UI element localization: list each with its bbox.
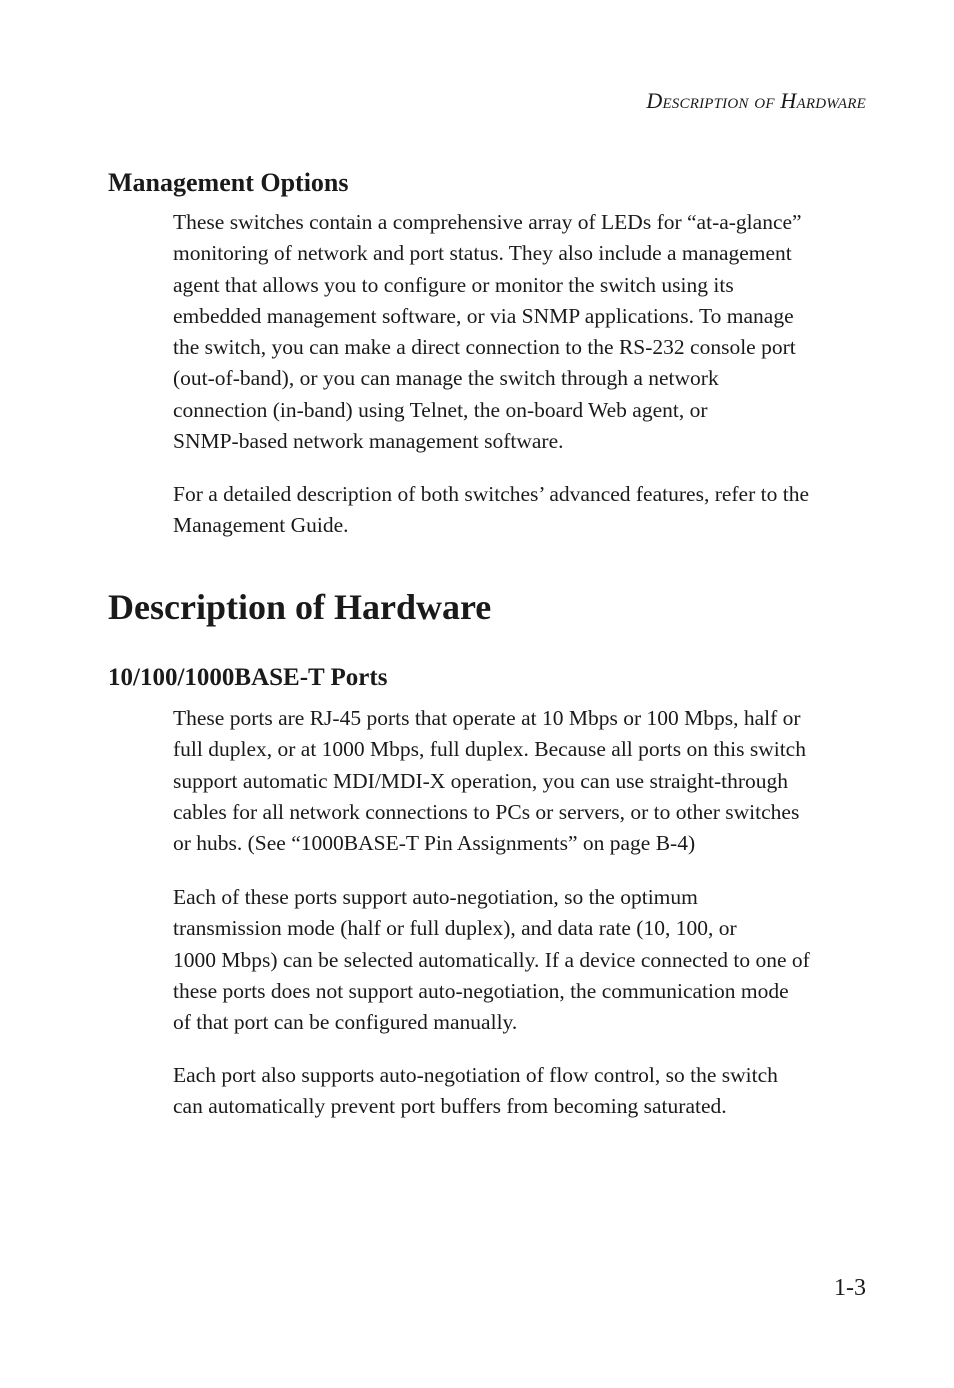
management-paragraph-1 [173, 207, 873, 457]
text-line: these ports does not support auto-negotiation, the communication mode [173, 978, 789, 1003]
text-line: of that port can be configured manually. [173, 1010, 518, 1035]
text-line: Each of these ports support auto-negotiation, so the optimum [173, 885, 698, 909]
ports-heading: 10/100/1000BASE-T Ports [108, 664, 388, 691]
text-line: For a detailed description of both switches’ advanced features, refer to the [173, 482, 809, 506]
ports-paragraph-1 [173, 703, 873, 859]
page-number: 1-3 [834, 1275, 866, 1301]
text-line: These switches contain a comprehensive array of LEDs for “at-a-glance” [173, 210, 802, 234]
text-line: transmission mode (half or full duplex), and data rate (10, 100, or [173, 916, 737, 941]
management-options-heading: Management Options [108, 168, 349, 197]
text-line: cables for all network connections to PCs or servers, or to other switches [173, 799, 800, 824]
description-of-hardware-title: Description of Hardware [108, 587, 492, 627]
text-line: connection (in-band) using Telnet, the on-board Web agent, or [173, 397, 708, 422]
text-line: agent that allows you to configure or monitor the switch using its [173, 272, 734, 297]
text-line: monitoring of network and port status. They also include a management [173, 241, 792, 266]
text-line: the switch, you can make a direct connection to the RS-232 console port [173, 335, 796, 360]
text-line: Each port also supports auto-negotiation of flow control, so the switch [173, 1063, 778, 1087]
text-line: (out-of-band), or you can manage the switch through a network [173, 366, 719, 391]
text-line: SNMP-based network management software. [173, 429, 564, 454]
management-paragraph-2 [173, 479, 873, 542]
text-line: support automatic MDI/MDI-X operation, you can use straight-through [173, 768, 789, 793]
text-line: can automatically prevent port buffers from becoming saturated. [173, 1094, 727, 1119]
text-line: embedded management software, or via SNMP applications. To manage [173, 303, 794, 328]
text-line: These ports are RJ-45 ports that operate at 10 Mbps or 100 Mbps, half or [173, 706, 801, 730]
text-line: Management Guide. [173, 513, 349, 538]
text-line: full duplex, or at 1000 Mbps, full duplex. Because all ports on this switch [173, 737, 806, 762]
running-header: Description of Hardware [646, 88, 866, 113]
text-line: or hubs. (See “1000BASE-T Pin Assignments” on page B-4) [173, 831, 696, 856]
text-line: 1000 Mbps) can be selected automatically. If a device connected to one of [173, 947, 810, 972]
ports-paragraph-2 [173, 882, 873, 1038]
ports-paragraph-3 [173, 1060, 873, 1123]
